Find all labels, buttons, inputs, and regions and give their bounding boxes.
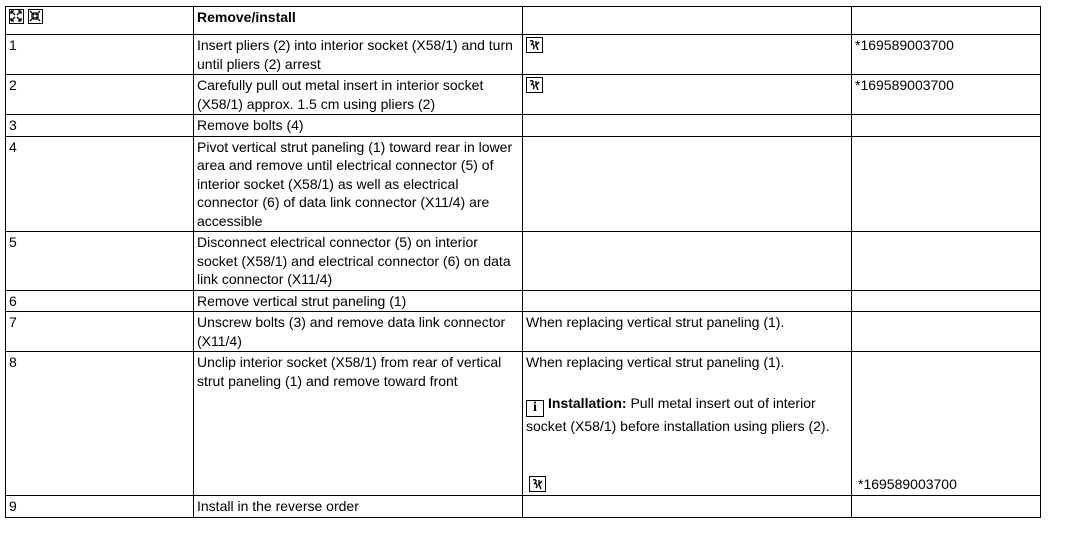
step-number: 1 <box>6 35 194 75</box>
table-row <box>6 312 1041 352</box>
step-note <box>523 290 852 312</box>
step-text: Insert pliers (2) into interior socket (X58/1) and turn until pliers (2) arrest <box>194 35 523 75</box>
step-text: Remove bolts (4) <box>194 115 523 137</box>
tool-reference <box>852 312 1041 352</box>
collapse-icon[interactable] <box>28 9 43 24</box>
installation-note <box>526 394 848 436</box>
step-number: 7 <box>6 312 194 352</box>
tool-reference <box>852 115 1041 137</box>
tool-reference[interactable]: *169589003700 <box>858 475 957 492</box>
special-tool-icon[interactable] <box>529 476 546 492</box>
step-text: Unclip interior socket (X58/1) from rear of vertical strut paneling (1) and remove toward front <box>194 352 523 496</box>
installation-label: Installation: <box>548 394 627 411</box>
step-number: 3 <box>6 115 194 137</box>
step-note <box>523 136 852 232</box>
tool-reference[interactable]: *169589003700 <box>852 75 1041 115</box>
special-tool-icon[interactable] <box>526 37 543 53</box>
step-text: Install in the reverse order <box>194 496 523 518</box>
tool-reference <box>852 136 1041 232</box>
expand-icon[interactable] <box>9 9 24 24</box>
tool-reference-cell <box>852 352 1041 496</box>
installation-text: Pull metal insert out of interior socket (X58/1) before installation using pliers (2). <box>526 394 830 434</box>
step-text: Disconnect electrical connector (5) on interior socket (X58/1) and electrical connector (6) on data link connector (X11/4) <box>194 232 523 291</box>
table-row <box>6 352 1041 496</box>
step-number: 5 <box>6 232 194 291</box>
table-row <box>6 75 1041 115</box>
step-text: Unscrew bolts (3) and remove data link connector (X11/4) <box>194 312 523 352</box>
step-note <box>523 115 852 137</box>
header-empty-cell <box>852 7 1041 35</box>
header-title: Remove/install <box>194 7 523 35</box>
table-row <box>6 136 1041 232</box>
table-row <box>6 290 1041 312</box>
step-number: 4 <box>6 136 194 232</box>
step-note <box>523 232 852 291</box>
step-note-cell <box>523 75 852 115</box>
step-number: 6 <box>6 290 194 312</box>
step-number: 8 <box>6 352 194 496</box>
table-row <box>6 115 1041 137</box>
table-header-row <box>6 7 1041 35</box>
info-icon: i <box>526 400 544 417</box>
step-note-cell <box>523 352 852 496</box>
table-row <box>6 232 1041 291</box>
step-note: When replacing vertical strut paneling (1). <box>526 354 785 370</box>
tool-reference[interactable]: *169589003700 <box>852 35 1041 75</box>
table-row <box>6 496 1041 518</box>
header-empty-cell <box>523 7 852 35</box>
tool-reference <box>852 232 1041 291</box>
step-text: Remove vertical strut paneling (1) <box>194 290 523 312</box>
step-number: 2 <box>6 75 194 115</box>
step-note-cell <box>523 35 852 75</box>
table-row <box>6 35 1041 75</box>
step-note: When replacing vertical strut paneling (1). <box>523 312 852 352</box>
tool-reference <box>852 290 1041 312</box>
step-text: Pivot vertical strut paneling (1) toward rear in lower area and remove until electrical connector (5) of interior socket (X58/1) as well as electrical connector (6) of data link connector (X11/4) are accessible <box>194 136 523 232</box>
tool-reference <box>852 496 1041 518</box>
procedure-table <box>5 6 1041 518</box>
header-icons-cell <box>6 7 194 35</box>
step-note <box>523 496 852 518</box>
step-number: 9 <box>6 496 194 518</box>
special-tool-icon[interactable] <box>526 77 543 93</box>
step-text: Carefully pull out metal insert in interior socket (X58/1) approx. 1.5 cm using pliers (2) <box>194 75 523 115</box>
